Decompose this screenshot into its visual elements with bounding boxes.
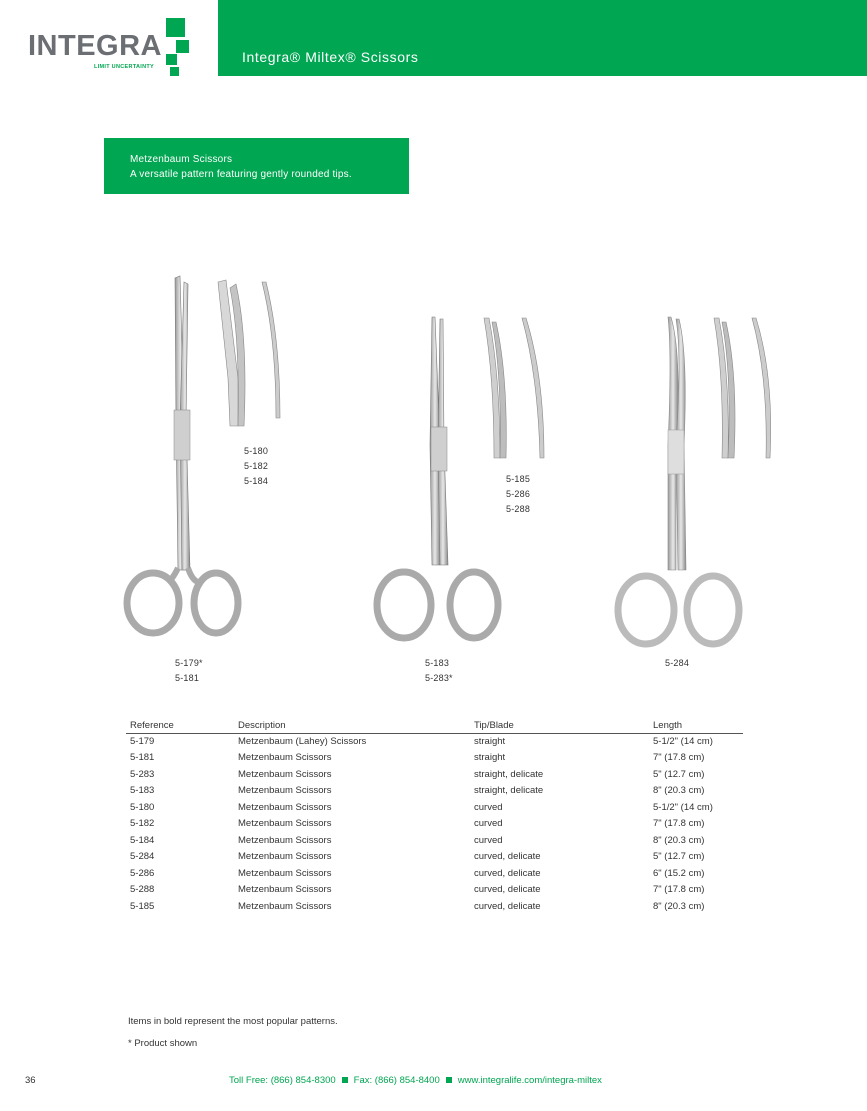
column-header-length: Length (649, 718, 743, 733)
refs-group-1 (175, 656, 203, 686)
scissors-tip-image-2 (482, 316, 548, 461)
logo-square (166, 18, 185, 37)
table-row (126, 865, 743, 882)
figure-ref: 5-185 (506, 474, 531, 484)
figure-ref: 5-283* (425, 673, 453, 683)
table-header-row (126, 718, 743, 733)
cell-description: Metzenbaum Scissors (238, 785, 332, 797)
cell-length: 6" (15.2 cm) (653, 867, 705, 879)
cell-length: 5-1/2" (14 cm) (653, 736, 713, 747)
figure-ref: 5-183 (425, 658, 450, 668)
cell-tip-blade: curved, delicate (474, 851, 541, 863)
bold-note: Items in bold represent the most popular patterns. (128, 1016, 338, 1027)
table-row (126, 882, 743, 899)
cell-reference: 5-284 (130, 851, 155, 863)
cell-description: Metzenbaum Scissors (238, 900, 332, 912)
figure-ref: 5-180 (244, 446, 269, 456)
column-header-tip-blade: Tip/Blade (470, 718, 649, 733)
cell-tip-blade: curved, delicate (474, 884, 541, 896)
table-row (126, 832, 743, 849)
cell-reference: 5-185 (130, 900, 155, 912)
table-row (126, 783, 743, 800)
table-row (126, 733, 743, 750)
cell-tip-blade: curved, delicate (474, 867, 541, 879)
logo-square (176, 40, 189, 53)
cell-reference: 5-183 (130, 785, 155, 797)
refs-group-3 (665, 656, 689, 671)
cell-length: 7" (17.8 cm) (653, 818, 705, 830)
footer-contact (229, 1075, 602, 1086)
refs-group-2 (425, 656, 453, 686)
logo-wordmark: INTEGRA (28, 30, 162, 62)
cell-length: 8" (20.3 cm) (653, 785, 705, 797)
intro-box (104, 138, 409, 194)
website-link[interactable]: www.integralife.com/integra-miltex (457, 1075, 602, 1086)
cell-description: Metzenbaum Scissors (238, 834, 332, 846)
cell-reference: 5-184 (130, 834, 155, 846)
logo-square (170, 67, 179, 76)
tip-refs-group-1 (244, 444, 268, 489)
cell-description: Metzenbaum Scissors (238, 851, 332, 863)
cell-reference: 5-182 (130, 818, 155, 830)
table-row (126, 766, 743, 783)
figure-ref: 5-184 (244, 476, 269, 486)
figure-ref: 5-182 (244, 461, 269, 471)
table-row (126, 816, 743, 833)
figure-ref: 5-284 (665, 658, 690, 668)
cell-length: 8" (20.3 cm) (653, 834, 705, 846)
table-row (126, 750, 743, 767)
cell-tip-blade: curved (474, 801, 503, 813)
cell-length: 5" (12.7 cm) (653, 851, 705, 863)
intro-heading: Metzenbaum Scissors (130, 154, 233, 165)
bullet-separator (446, 1077, 452, 1083)
cell-reference: 5-286 (130, 867, 155, 879)
intro-description: A versatile pattern featuring gently rounded tips. (130, 169, 352, 180)
cell-tip-blade: straight (474, 736, 506, 747)
table-row (126, 799, 743, 816)
scissors-tip-image-3 (712, 316, 774, 461)
cell-reference: 5-181 (130, 752, 155, 764)
cell-length: 5-1/2" (14 cm) (653, 801, 713, 813)
cell-tip-blade: straight, delicate (474, 768, 544, 780)
cell-description: Metzenbaum (Lahey) Scissors (238, 736, 367, 747)
cell-description: Metzenbaum Scissors (238, 768, 332, 780)
column-header-description: Description (234, 718, 470, 733)
page-title: Integra® Miltex® Scissors (242, 49, 419, 65)
tip-refs-group-2 (506, 472, 530, 517)
figure-ref: 5-286 (506, 489, 531, 499)
logo-area (0, 0, 218, 76)
cell-length: 8" (20.3 cm) (653, 900, 705, 912)
cell-reference: 5-283 (130, 768, 155, 780)
column-header-reference: Reference (126, 718, 234, 733)
reference-table (126, 718, 743, 915)
logo-tagline: LIMIT UNCERTAINTY (94, 64, 154, 70)
cell-length: 7" (17.8 cm) (653, 884, 705, 896)
scissors-tip-image-1 (214, 278, 286, 428)
cell-reference: 5-179 (130, 736, 155, 747)
cell-tip-blade: curved (474, 818, 503, 830)
cell-description: Metzenbaum Scissors (238, 884, 332, 896)
cell-description: Metzenbaum Scissors (238, 752, 332, 764)
toll-free-number: Toll Free: (866) 854-8300 (229, 1075, 336, 1086)
figure-ref: 5-181 (175, 673, 200, 683)
fax-number: Fax: (866) 854-8400 (353, 1075, 440, 1086)
cell-length: 5" (12.7 cm) (653, 768, 705, 780)
cell-tip-blade: curved, delicate (474, 900, 541, 912)
figure-ref: 5-179* (175, 658, 203, 668)
bullet-separator (342, 1077, 348, 1083)
cell-tip-blade: straight, delicate (474, 785, 544, 797)
header-band (218, 0, 867, 76)
logo-square (166, 54, 177, 65)
cell-reference: 5-288 (130, 884, 155, 896)
cell-description: Metzenbaum Scissors (238, 818, 332, 830)
table-row (126, 849, 743, 866)
page-number: 36 (25, 1075, 36, 1086)
cell-tip-blade: straight (474, 752, 506, 764)
figure-ref: 5-288 (506, 504, 531, 514)
cell-tip-blade: curved (474, 834, 503, 846)
table-row (126, 898, 743, 915)
cell-reference: 5-180 (130, 801, 155, 813)
cell-description: Metzenbaum Scissors (238, 801, 332, 813)
product-shown-note: * Product shown (128, 1038, 198, 1049)
cell-length: 7" (17.8 cm) (653, 752, 705, 764)
cell-description: Metzenbaum Scissors (238, 867, 332, 879)
